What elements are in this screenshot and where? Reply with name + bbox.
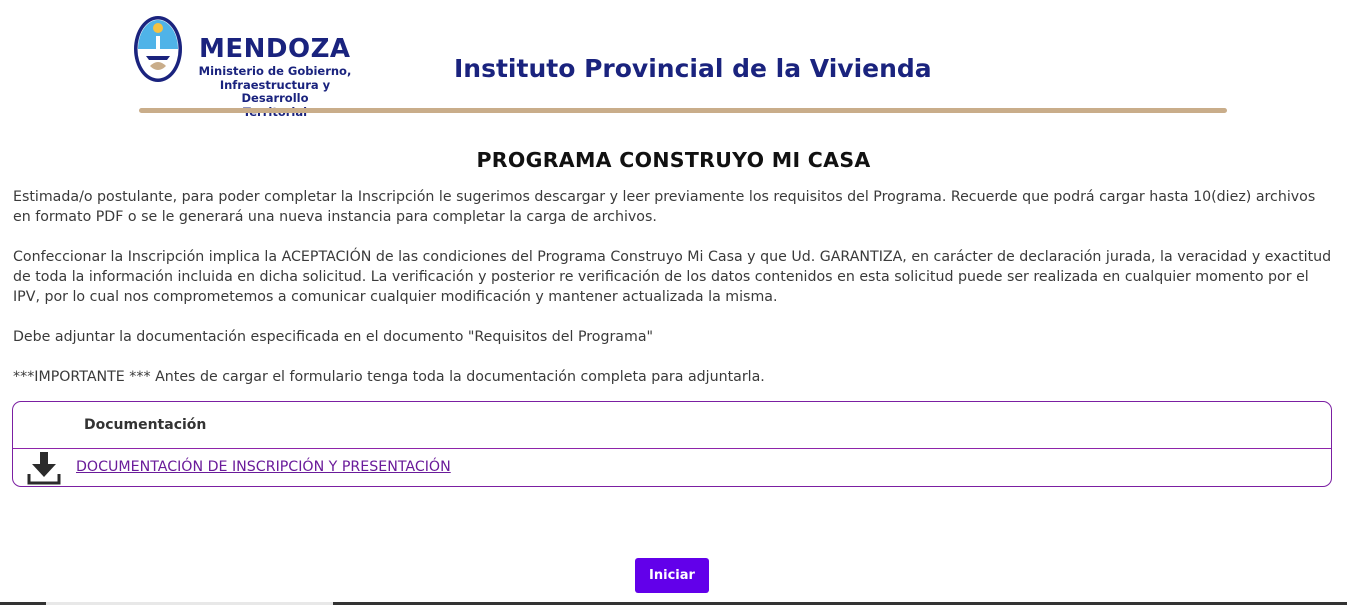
page-header [0, 0, 1347, 120]
program-title: PROGRAMA CONSTRUYO MI CASA [476, 148, 871, 172]
intro-paragraph: Estimada/o postulante, para poder completar la Inscripción le sugerimos descargar y leer previamente los requisitos del Programa. Recuerde que podrá cargar hasta 10(diez) archivos en formato PDF o se le generará una nueva instancia para completar la carga de archivos. [13, 189, 1316, 225]
start-button[interactable]: Iniciar [635, 558, 709, 593]
documentation-table [12, 401, 1332, 487]
ministry-line-2: Infraestructura y Desarrollo [219, 77, 331, 105]
header-divider [139, 108, 1227, 113]
brand-name: MENDOZA [199, 34, 351, 64]
table-divider [13, 448, 1331, 449]
ministry-line-1: Ministerio de Gobierno, [198, 64, 352, 78]
terms-paragraph: Confeccionar la Inscripción implica la ACEPTACIÓN de las condiciones del Programa Construyo Mi Casa y que Ud. GARANTIZA, en carácter de declaración jurada, la veracidad y exactitud de toda la información incluida en dicha solicitud. La verificación y posterior re verificación de los datos contenidos en esta solicitud puede ser realizada en cualquier momento por el IPV, por lo cual nos comprometemos a comunicar cualquier modificación y mantener actualizada la misma. [13, 249, 1332, 305]
institute-title: Instituto Provincial de la Vivienda [454, 54, 932, 83]
documentation-download-link[interactable]: DOCUMENTACIÓN DE INSCRIPCIÓN Y PRESENTACIÓN [76, 459, 451, 475]
documentation-header: Documentación [84, 417, 207, 433]
important-paragraph: ***IMPORTANTE *** Antes de cargar el formulario tenga toda la documentación completa para adjuntarla. [13, 369, 765, 385]
requirements-paragraph: Debe adjuntar la documentación especificada en el documento "Requisitos del Programa" [13, 329, 654, 345]
download-icon[interactable] [27, 451, 61, 485]
mendoza-logo [132, 14, 184, 84]
